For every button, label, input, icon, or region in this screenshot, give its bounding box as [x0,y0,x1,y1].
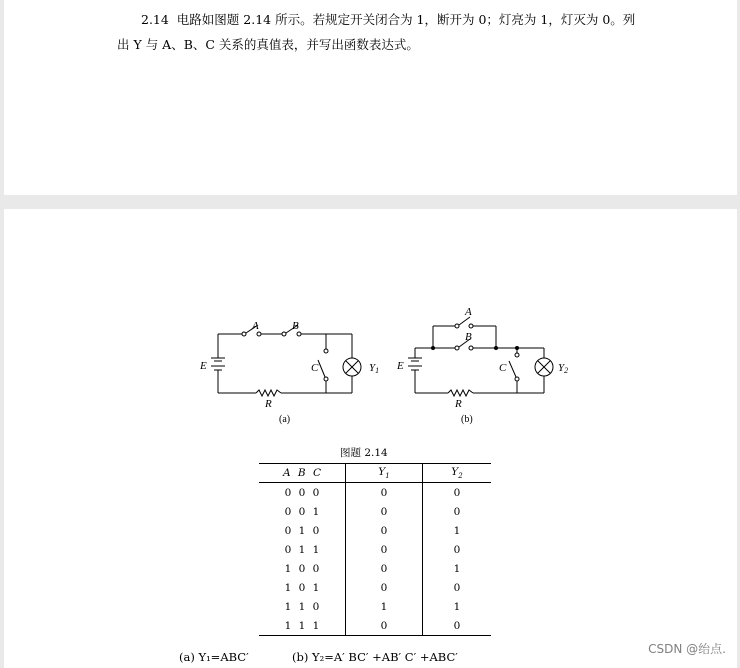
table-row: 0 1 0 0 1 [259,521,491,540]
table-row: 1 0 0 0 1 [259,559,491,578]
header-y2: $Y_2$ [423,464,492,483]
label-c-a: C [311,362,319,374]
label-e-b: E [397,360,404,372]
lamp-y1 [343,358,361,376]
switch-a-b [455,317,473,328]
battery-e-a [211,358,225,370]
truth-table [259,463,491,636]
table-row: 1 1 0 1 1 [259,597,491,616]
table-row: 1 1 1 0 0 [259,616,491,636]
label-r-a: R [265,398,272,410]
label-a-b: A [465,306,472,318]
circuit-b-wires [415,326,544,393]
problem-statement-line-1: 电路如图题 2.14 所示。若规定开关闭合为 1，断开为 0；灯亮为 1，灯灭为 0。列 [176,12,636,27]
label-b-a: B [292,320,299,332]
battery-e-b [408,358,422,370]
csdn-watermark: CSDN @绐点. [648,642,726,656]
label-a-a: A [252,320,259,332]
switch-c-a [318,349,328,381]
problem-text-line-2: 出 Y 与 A、B、C 关系的真值表，并写出函数表达式。 [117,37,419,52]
header-y1: $Y_1$ [346,464,423,483]
label-b-b: B [465,331,472,343]
circuit-a-wires [218,334,352,393]
truth-table-header [259,464,491,483]
label-r-b: R [455,398,462,410]
document-page-1 [4,0,737,195]
problem-text-line-1 [141,7,635,32]
table-row: 0 0 0 0 0 [259,483,491,503]
lamp-y2 [535,358,553,376]
document-page-2 [4,209,737,668]
resistor-r-b [448,390,473,396]
label-e-a: E [200,360,207,372]
label-y1: Y1 [369,362,380,375]
switch-c-b [509,353,519,381]
header-abc: A B C [259,464,346,483]
label-c-b: C [499,362,507,374]
figure-caption: 图题 2.14 [340,447,388,459]
formula-y1: (a) Y₁=ABC′ [179,650,249,664]
problem-number: 2.14 [141,12,169,27]
table-row: 0 0 1 0 0 [259,502,491,521]
table-row: 1 0 1 0 0 [259,578,491,597]
table-row: 0 1 1 0 0 [259,540,491,559]
label-y2: Y2 [558,362,569,375]
circuit-figure [4,209,737,439]
sublabel-b: (b) [461,414,473,425]
sublabel-a: (a) [279,414,291,425]
formula-y2: (b) Y₂=A′ BC′ +AB′ C′ +ABC′ [292,650,458,664]
resistor-r-a [256,390,281,396]
